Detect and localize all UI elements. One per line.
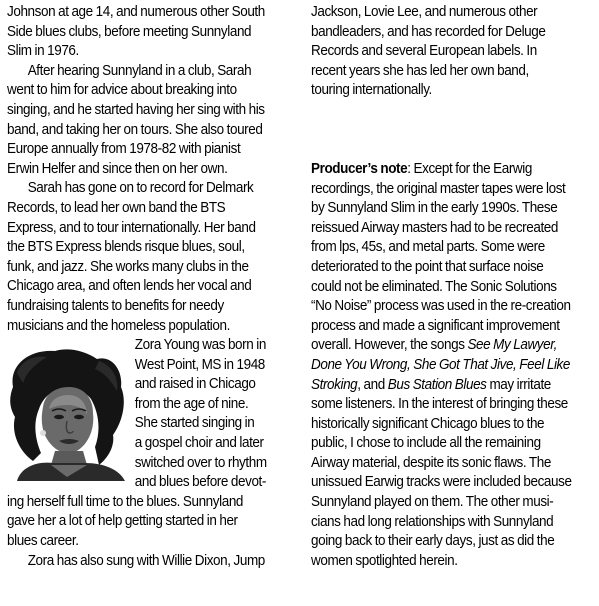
text-line: going back to their early days, just as did the: [311, 532, 555, 550]
text-line: Airway material, despite its sonic flaws. The: [311, 453, 551, 471]
text-line: band, and taking her on tours. She also toured: [7, 120, 263, 138]
text-line: a gospel choir and later: [134, 434, 264, 452]
text-run: , and: [357, 375, 388, 393]
text-line: Records and several European labels. In: [311, 42, 537, 60]
text-line: from lps, 45s, and metal parts. Some were: [311, 238, 545, 256]
text-line: could not be eliminated. The Sonic Solutions: [311, 277, 557, 295]
text-line: Sarah has gone on to record for Delmark: [27, 179, 254, 197]
text-line: from the age of nine.: [134, 394, 249, 412]
text-line: some listeners. In the interest of bringing these: [311, 395, 568, 413]
text-line: Zora Young was born in: [134, 336, 266, 354]
text-line: funk, and jazz. She works many clubs in the: [7, 257, 249, 275]
text-line: [311, 355, 597, 375]
paragraph-gap: [311, 100, 597, 159]
song-title: Bus Station Blues: [387, 375, 487, 393]
producer-note-heading: Producer’s note: [311, 159, 408, 177]
song-title: See My Lawyer,: [467, 336, 557, 354]
text-line: deteriorated to the point that surface noise: [311, 257, 544, 275]
text-line: ing herself full time to the blues. Sunnyland: [7, 492, 244, 510]
text-line: women spotlighted herein.: [311, 551, 458, 569]
text-line: [311, 335, 597, 355]
song-title: Done You Wrong, She Got That Jive, Feel Like: [311, 355, 570, 373]
text-line: by Sunnyland Slim in the early 1990s. These: [311, 199, 558, 217]
text-line: Erwin Helfer and since then on her own.: [7, 159, 228, 177]
text-line: Jackson, Lovie Lee, and numerous other: [311, 3, 538, 20]
text-line: switched over to rhythm: [134, 453, 267, 471]
text-line: Express, and to tour internationally. Her band: [7, 218, 256, 236]
song-title: Stroking: [311, 375, 358, 393]
text-line: fundraising talents to benefits for needy: [7, 296, 224, 314]
text-line: Europe annually from 1978-82 with pianist: [7, 140, 241, 158]
text-line: and blues before devot-: [134, 473, 266, 491]
text-line: She started singing in: [134, 414, 255, 432]
text-line: Chicago area, and often lends her vocal and: [7, 277, 252, 295]
text-line: “No Noise” process was used in the re-creation: [311, 297, 571, 315]
text-line: Side blues clubs, before meeting Sunnyland: [7, 22, 252, 40]
text-line: gave her a lot of help getting started in her: [7, 512, 238, 530]
text-line: public, I chose to include all the remaining: [311, 434, 541, 452]
text-line: Zora has also sung with Willie Dixon, Jump: [27, 551, 265, 569]
text-line: Records, to lead her own band the BTS: [7, 198, 226, 216]
text-line: the BTS Express blends risque blues, soul,: [7, 238, 245, 256]
text-line: unissued Earwig tracks were included because: [311, 473, 572, 491]
text-line: cians had long relationships with Sunnyland: [311, 512, 554, 530]
text-line: Sunnyland played on them. The other musi-: [311, 493, 554, 511]
text-line: touring internationally.: [311, 81, 432, 99]
text-line: recordings, the original master tapes were lost: [311, 179, 566, 197]
text-line: Johnson at age 14, and numerous other South: [7, 3, 265, 20]
text-line: reissued Airway masters had to be recreated: [311, 218, 559, 236]
text-line: recent years she has led her own band,: [311, 61, 529, 79]
right-column: [311, 2, 597, 570]
text-line: singing, and he started having her sing with his: [7, 100, 265, 118]
text-line: Slim in 1976.: [7, 42, 79, 60]
text-line: blues career.: [7, 532, 79, 550]
text-run: may irritate: [486, 375, 551, 393]
text-line: After hearing Sunnyland in a club, Sarah: [27, 61, 252, 79]
text-line: process and made a significant improvement: [311, 316, 560, 334]
text-run: overall. However, the songs: [311, 336, 468, 354]
left-column: [7, 2, 292, 570]
text-line: [311, 375, 597, 395]
text-line: went to him for advice about breaking into: [7, 81, 237, 99]
text-line: historically significant Chicago blues to the: [311, 414, 545, 432]
text-line: bandleaders, and has recorded for Deluge: [311, 22, 546, 40]
text-line: musicians and the homeless population.: [7, 316, 230, 334]
producer-note-first-line: [311, 159, 597, 179]
text-run: : Except for the Earwig: [407, 159, 532, 177]
text-line: and raised in Chicago: [134, 375, 256, 393]
text-line: West Point, MS in 1948: [134, 355, 265, 373]
